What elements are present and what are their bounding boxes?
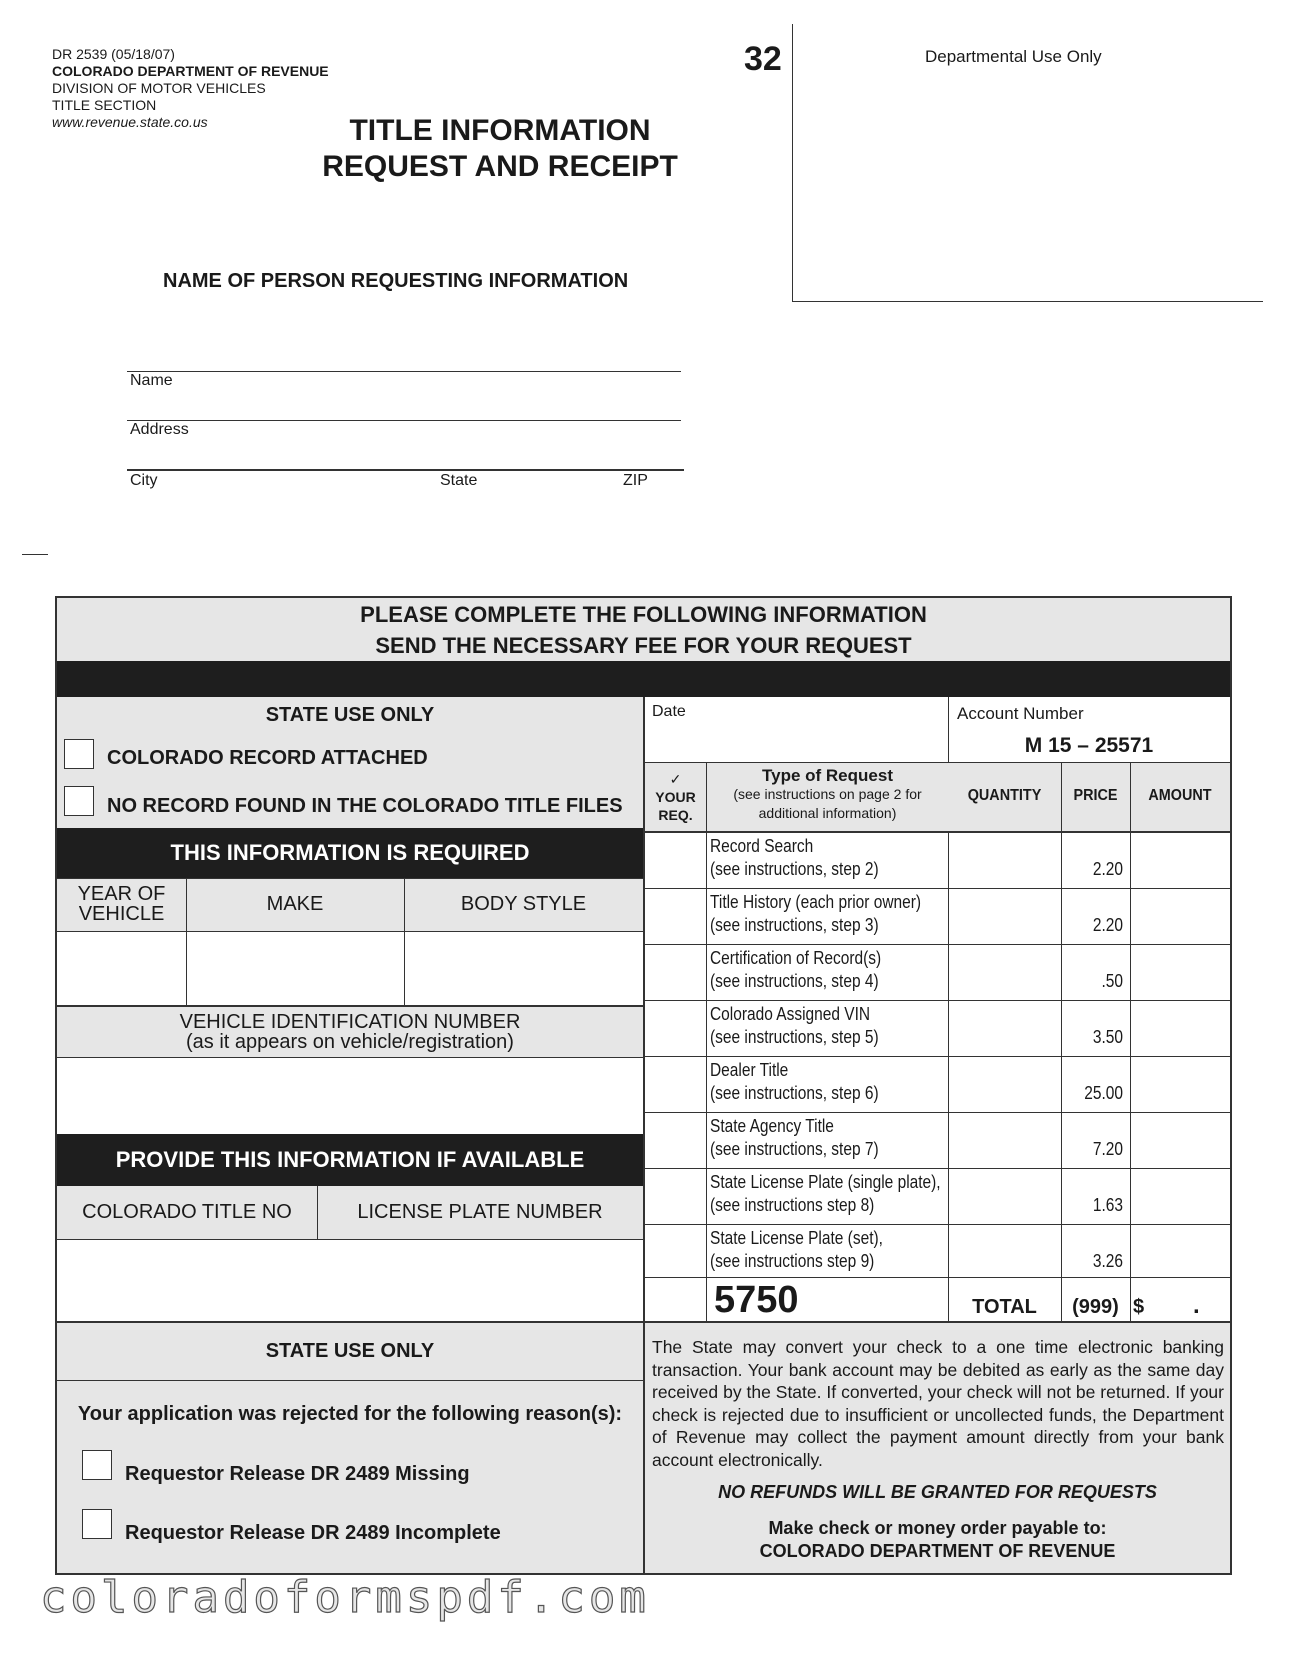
dept-use-bottom-line	[792, 301, 1263, 302]
optional-info-input[interactable]	[58, 1240, 642, 1320]
divider	[57, 878, 643, 879]
fee-row-line1: Title History (each prior owner)	[710, 892, 922, 912]
year-input[interactable]	[58, 932, 185, 1005]
year-header	[57, 884, 186, 924]
notice-paragraph: The State may convert your check to a one time electronic banking transaction. Your bank account may be debited as early as the same day received by the State. If converted, your check will not be returned. If your check is rejected due to insufficient or uncollected funds, the Department of Revenue may collect the payment amount directly from your bank account electronically.	[652, 1337, 1224, 1470]
city-state-zip-line[interactable]	[127, 469, 684, 471]
divider	[643, 1000, 1230, 1001]
your-label: YOUR	[655, 789, 696, 805]
name-line[interactable]	[127, 371, 681, 372]
fee-row-label	[710, 947, 881, 993]
banner-black-bar	[57, 661, 1230, 697]
fee-row-label	[710, 1171, 941, 1217]
dr2489-missing-label: Requestor Release DR 2489 Missing	[125, 1463, 470, 1485]
total-label: TOTAL	[972, 1296, 1037, 1318]
page-code: 32	[744, 40, 782, 78]
dr2489-missing-checkbox[interactable]	[82, 1450, 112, 1480]
year-header-line1: YEAR OF	[77, 883, 166, 905]
divider	[1061, 762, 1062, 1321]
requester-heading: NAME OF PERSON REQUESTING INFORMATION	[163, 270, 629, 292]
address-label: Address	[130, 421, 189, 438]
date-label: Date	[652, 703, 686, 720]
zip-label: ZIP	[623, 472, 648, 489]
check-mark-icon: ✓	[669, 771, 682, 787]
form-title	[300, 113, 700, 185]
fee-row-line1: Record Search	[710, 836, 814, 856]
make-header: MAKE	[266, 893, 324, 915]
decimal-point: .	[1193, 1292, 1200, 1319]
record-attached-label: COLORADO RECORD ATTACHED	[107, 747, 428, 769]
fee-row-line2: (see instructions, step 5)	[710, 1027, 879, 1047]
vin-header	[57, 1007, 643, 1057]
divider	[1130, 762, 1131, 1321]
no-record-label: NO RECORD FOUND IN THE COLORADO TITLE FILES	[107, 795, 623, 817]
fee-row-line1: State License Plate (set),	[710, 1228, 883, 1248]
fee-row-label	[710, 835, 879, 881]
fee-row-line2: (see instructions, step 6)	[710, 1083, 879, 1103]
banner-line1: PLEASE COMPLETE THE FOLLOWING INFORMATION	[360, 601, 927, 627]
total-blank-cell	[645, 1278, 706, 1321]
payable-to	[645, 1517, 1230, 1563]
section-name: TITLE SECTION	[52, 97, 157, 113]
address-line[interactable]	[127, 420, 681, 421]
type-header-sub1: (see instructions on page 2 for	[733, 786, 922, 802]
website-link[interactable]: www.revenue.state.co.us	[52, 114, 208, 130]
vin-header-line2: (as it appears on vehicle/registration)	[186, 1031, 514, 1053]
fee-row-label	[710, 891, 921, 937]
fee-row-line2: (see instructions, step 3)	[710, 915, 879, 935]
no-refunds-notice: NO REFUNDS WILL BE GRANTED FOR REQUESTS	[718, 1482, 1157, 1502]
required-heading: THIS INFORMATION IS REQUIRED	[57, 828, 643, 878]
fee-row-line1: Dealer Title	[710, 1060, 789, 1080]
rejection-text: Your application was rejected for the following reason(s):	[77, 1403, 623, 1425]
body-style-header: BODY STYLE	[460, 893, 587, 915]
fee-row-price: 2.20	[1092, 915, 1123, 935]
fee-row-line1: Colorado Assigned VIN	[710, 1004, 871, 1024]
dept-use-label: Departmental Use Only	[925, 47, 1102, 66]
divider	[643, 1056, 1230, 1057]
state-label: State	[440, 472, 478, 489]
make-input[interactable]	[187, 932, 403, 1005]
divider	[643, 1168, 1230, 1169]
fee-row-line2: (see instructions, step 2)	[710, 859, 879, 879]
dr2489-incomplete-checkbox[interactable]	[82, 1509, 112, 1539]
fee-row-line2: (see instructions, step 7)	[710, 1139, 879, 1159]
vin-header-line1: VEHICLE IDENTIFICATION NUMBER	[179, 1011, 521, 1033]
quantity-header: QUANTITY	[967, 787, 1042, 804]
divider	[643, 888, 1230, 889]
your-req-header	[645, 770, 706, 824]
state-use-bottom-heading: STATE USE ONLY	[265, 1340, 435, 1362]
divider	[643, 1277, 1230, 1278]
amount-header: AMOUNT	[1148, 787, 1212, 804]
type-header-sub2: additional information)	[758, 805, 897, 821]
form-title-line1: TITLE INFORMATION	[349, 114, 651, 147]
title-number-header: COLORADO TITLE NO	[82, 1201, 292, 1223]
total-amount-input[interactable]	[1146, 1280, 1228, 1320]
fee-row-line2: (see instructions, step 4)	[710, 971, 879, 991]
name-label: Name	[130, 372, 173, 389]
fee-row-line2: (see instructions step 8)	[710, 1195, 875, 1215]
fold-mark	[22, 554, 48, 555]
body-style-input[interactable]	[405, 932, 642, 1005]
payable-line1: Make check or money order payable to:	[768, 1518, 1107, 1538]
year-header-line2: VEHICLE	[78, 903, 165, 925]
fee-row-label	[710, 1003, 879, 1049]
fee-row-price: 3.50	[1092, 1027, 1123, 1047]
fee-row-label	[710, 1115, 879, 1161]
form-title-line2: REQUEST AND RECEIPT	[322, 150, 678, 183]
no-record-checkbox[interactable]	[64, 786, 94, 816]
divider	[643, 944, 1230, 945]
date-input[interactable]	[645, 722, 948, 762]
receipt-code: 5750	[714, 1279, 799, 1321]
plate-number-header: LICENSE PLATE NUMBER	[357, 1201, 603, 1223]
price-header: PRICE	[1073, 787, 1118, 804]
payable-line2: COLORADO DEPARTMENT OF REVENUE	[759, 1541, 1116, 1561]
divider	[57, 1380, 643, 1381]
vin-input[interactable]	[58, 1058, 642, 1134]
fee-row-label	[710, 1227, 883, 1273]
dr2489-incomplete-label: Requestor Release DR 2489 Incomplete	[125, 1522, 501, 1544]
divider	[706, 762, 707, 1321]
divider	[643, 1224, 1230, 1225]
city-label: City	[130, 472, 158, 489]
watermark: coloradoformspdf.com	[40, 1572, 650, 1623]
divider	[317, 1186, 318, 1239]
optional-heading: PROVIDE THIS INFORMATION IF AVAILABLE	[57, 1134, 643, 1186]
dept-use-divider	[792, 24, 793, 302]
account-label: Account Number	[957, 704, 1084, 723]
total-code: (999)	[1072, 1296, 1119, 1318]
type-header-title: Type of Request	[762, 766, 893, 785]
state-use-top-heading: STATE USE ONLY	[265, 704, 435, 726]
fee-row-price: 7.20	[1092, 1139, 1123, 1159]
fee-row-price: 1.63	[1092, 1195, 1123, 1215]
fee-row-price: 3.26	[1092, 1251, 1123, 1271]
instruction-banner	[57, 598, 1230, 661]
divider	[643, 831, 1230, 833]
dollar-sign: $	[1133, 1296, 1145, 1318]
fee-row-price: .50	[1101, 971, 1123, 991]
type-header	[707, 766, 948, 823]
fee-row-line1: Certification of Record(s)	[710, 948, 882, 968]
form-number: DR 2539 (05/18/07)	[52, 46, 175, 62]
fee-row-price: 25.00	[1084, 1083, 1123, 1103]
record-attached-checkbox[interactable]	[64, 739, 94, 769]
account-number: M 15 – 25571	[1024, 734, 1154, 757]
fee-row-line1: State Agency Title	[710, 1116, 834, 1136]
fee-row-price: 2.20	[1092, 859, 1123, 879]
department-name: COLORADO DEPARTMENT OF REVENUE	[52, 63, 329, 79]
banner-line2: SEND THE NECESSARY FEE FOR YOUR REQUEST	[375, 632, 912, 658]
division-name: DIVISION OF MOTOR VEHICLES	[52, 80, 266, 96]
req-label: REQ.	[658, 807, 693, 823]
fee-row-line2: (see instructions step 9)	[710, 1251, 875, 1271]
divider	[643, 1112, 1230, 1113]
fee-row-label	[710, 1059, 879, 1105]
fee-row-line1: State License Plate (single plate),	[710, 1172, 941, 1192]
